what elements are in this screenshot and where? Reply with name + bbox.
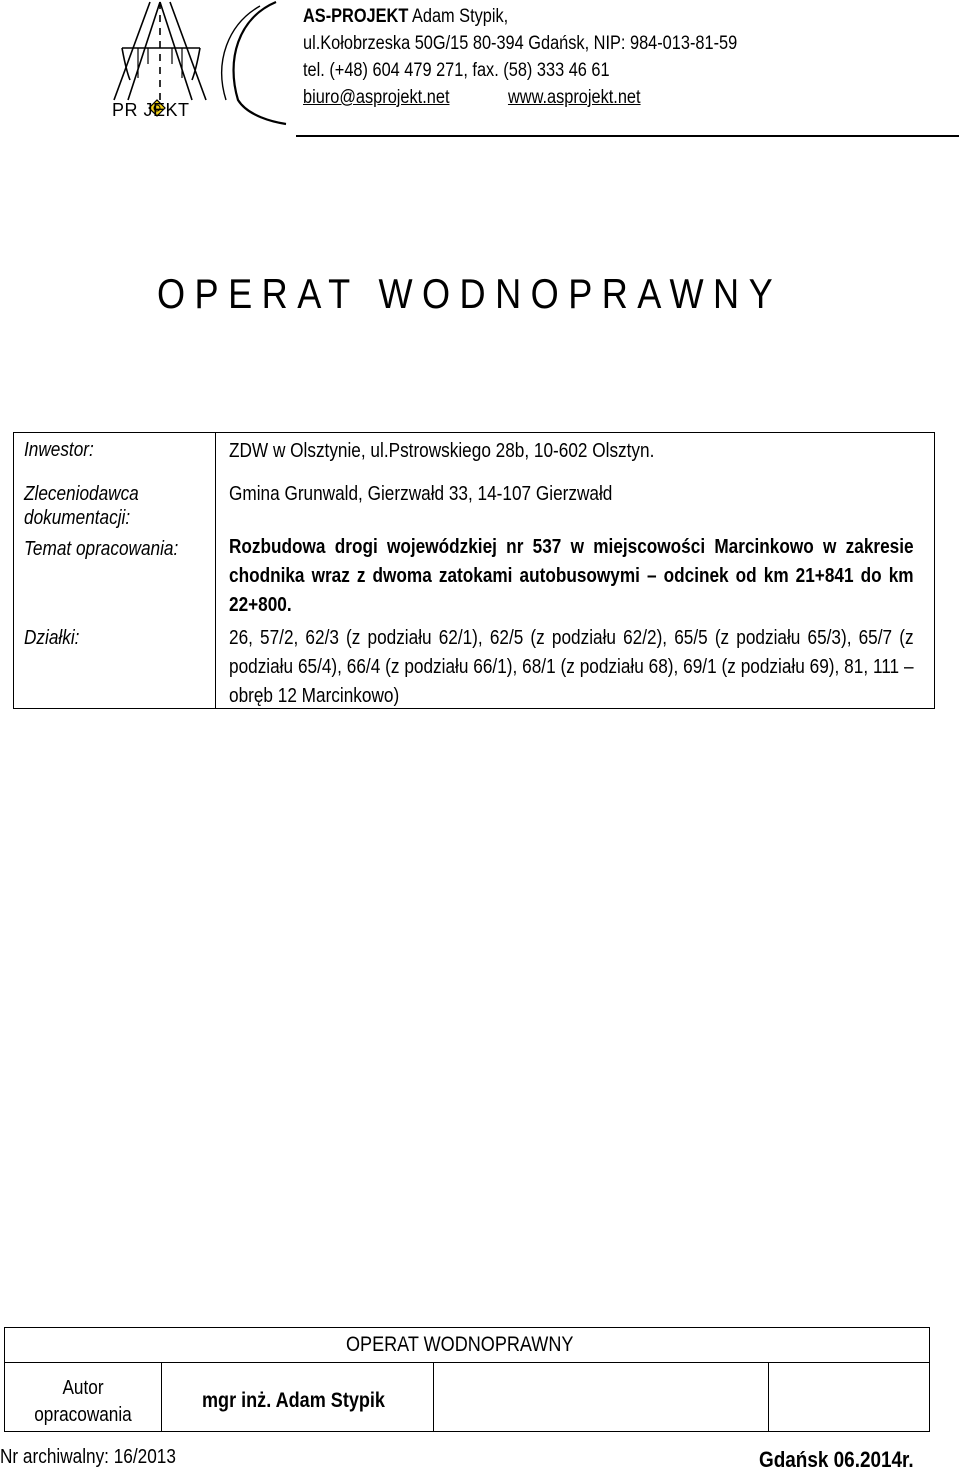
subject-label: Temat opracowania: <box>24 538 179 560</box>
company-phone: tel. (+48) 604 479 271, fax. (58) 333 46 61 <box>303 60 610 81</box>
author-name: mgr inż. Adam Stypik <box>202 1389 385 1412</box>
investor-label: Inwestor: <box>24 439 94 461</box>
document-title: OPERAT WODNOPRAWNY <box>157 270 783 317</box>
footer-title: OPERAT WODNOPRAWNY <box>346 1333 574 1356</box>
footer-row-divider <box>5 1362 929 1363</box>
company-owner: Adam Stypik, <box>408 6 509 27</box>
footer-column-divider <box>768 1362 769 1431</box>
place-and-date: Gdańsk 06.2014r. <box>759 1447 914 1472</box>
author-label: Autor opracowania <box>33 1377 132 1426</box>
plots-value: 26, 57/2, 62/3 (z podziału 62/1), 62/5 (z podziału 62/2), 65/5 (z podziału 65/3), 65/7 (z podziału 65/4), 66/4 (z podziału 66/1), 68/1 (z podziału 68), 69/1 (z podziału 69), 81, 111 – obręb 12 Marcinkowo) <box>229 627 914 707</box>
client-label: Zleceniodawca dokumentacji: <box>24 483 139 529</box>
archive-number: Nr archiwalny: 16/2013 <box>0 1446 176 1468</box>
plots-label: Działki: <box>24 627 80 649</box>
footer-table <box>4 1327 930 1432</box>
company-name: AS-PROJEKT <box>303 6 409 27</box>
table-column-divider <box>215 433 216 708</box>
header-divider <box>296 135 959 137</box>
investor-value: ZDW w Olsztynie, ul.Pstrowskiego 28b, 10-602 Olsztyn. <box>229 440 655 462</box>
footer-column-divider <box>433 1362 434 1431</box>
company-email-link[interactable]: biuro@asprojekt.net <box>303 87 450 108</box>
project-info-table <box>13 432 935 709</box>
company-header <box>303 3 808 111</box>
company-website-link[interactable]: www.asprojekt.net <box>507 87 641 108</box>
client-value: Gmina Grunwald, Gierzwałd 33, 14-107 Gierzwałd <box>229 483 613 505</box>
logo-wordmark: PR JEKT <box>112 100 190 120</box>
subject-value: Rozbudowa drogi wojewódzkiej nr 537 w miejscowości Marcinkowo w zakresie chodnika wraz z dwoma zatokami autobusowymi – odcinek od km 21+841 do km 22+800. <box>229 536 914 616</box>
footer-column-divider <box>161 1362 162 1431</box>
company-address: ul.Kołobrzeska 50G/15 80-394 Gdańsk, NIP: 984-013-81-59 <box>303 33 738 54</box>
